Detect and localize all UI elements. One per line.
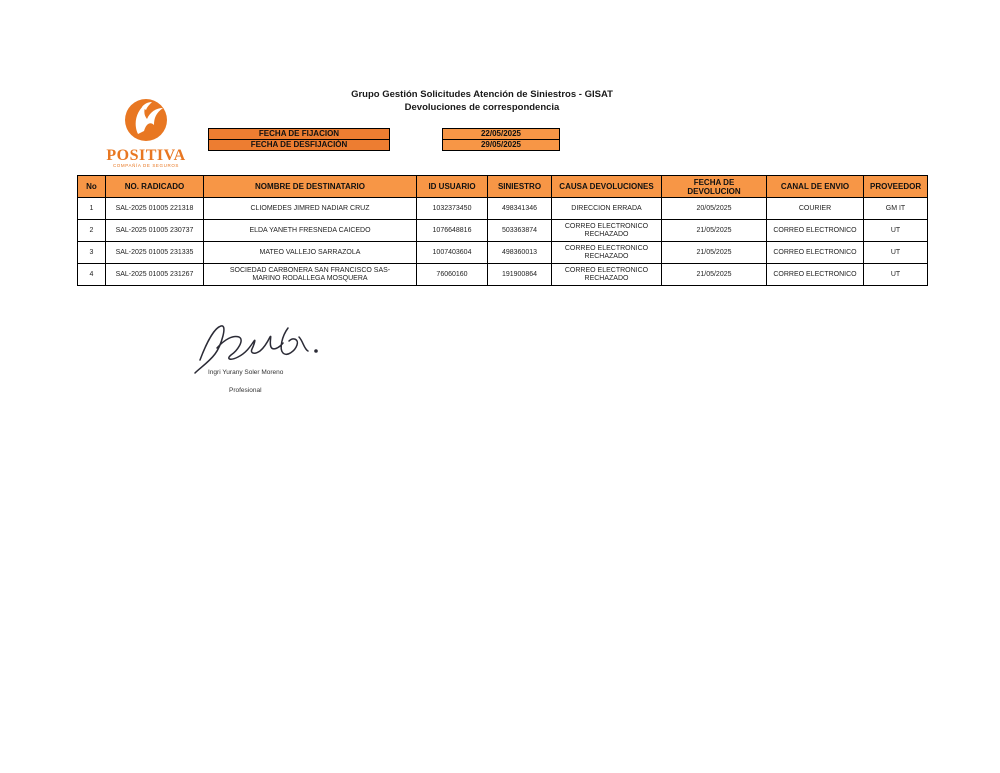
table-cell: 1007403604: [417, 242, 488, 264]
table-cell: 4: [78, 264, 106, 286]
signer-title: Profesional: [229, 387, 262, 394]
table-cell: CORREO ELECTRONICO: [767, 264, 864, 286]
column-header: SINIESTRO: [488, 176, 552, 198]
table-cell: 21/05/2025: [662, 220, 767, 242]
table-cell: 20/05/2025: [662, 198, 767, 220]
table-cell: 191900864: [488, 264, 552, 286]
table-cell: CORREO ELECTRONICO: [767, 220, 864, 242]
table-cell: UT: [864, 220, 928, 242]
table-cell: SAL-2025 01005 231335: [106, 242, 204, 264]
title-line-1: Grupo Gestión Solicitudes Atención de Siniestros - GISAT: [351, 89, 613, 100]
fixation-dates-box: [442, 128, 560, 151]
column-header: ID USUARIO: [417, 176, 488, 198]
table-cell: CORREO ELECTRONICO RECHAZADO: [552, 220, 662, 242]
table-row: [78, 242, 928, 264]
column-header: NOMBRE DE DESTINATARIO: [204, 176, 417, 198]
table-cell: CORREO ELECTRONICO RECHAZADO: [552, 242, 662, 264]
column-header: PROVEEDOR: [864, 176, 928, 198]
table-cell: 1076648816: [417, 220, 488, 242]
logo-wordmark: POSITIVA: [106, 147, 186, 164]
fixation-labels-box: [208, 128, 390, 151]
table-cell: ELDA YANETH FRESNEDA CAICEDO: [204, 220, 417, 242]
table-cell: SOCIEDAD CARBONERA SAN FRANCISCO SAS-MARINO RODALLEGA MOSQUERA: [204, 264, 417, 286]
table-cell: UT: [864, 242, 928, 264]
positiva-logo-icon: [103, 98, 189, 148]
table-cell: 498360013: [488, 242, 552, 264]
unfixation-date-value: 29/05/2025: [442, 140, 560, 151]
table-cell: SAL-2025 01005 230737: [106, 220, 204, 242]
column-header: NO. RADICADO: [106, 176, 204, 198]
table-row: [78, 220, 928, 242]
column-header: FECHA DE DEVOLUCION: [662, 176, 767, 198]
table-cell: 3: [78, 242, 106, 264]
fixation-date-label: FECHA DE FIJACION: [208, 128, 390, 140]
table-cell: SAL-2025 01005 221318: [106, 198, 204, 220]
table-cell: 1032373450: [417, 198, 488, 220]
column-header: No: [78, 176, 106, 198]
table-cell: 1: [78, 198, 106, 220]
table-cell: UT: [864, 264, 928, 286]
table-cell: MATEO VALLEJO SARRAZOLA: [204, 242, 417, 264]
title-line-2: Devoluciones de correspondencia: [404, 102, 560, 113]
returns-table-container: [77, 175, 928, 286]
table-cell: 2: [78, 220, 106, 242]
table-cell: SAL-2025 01005 231267: [106, 264, 204, 286]
signer-name: Ingri Yurany Soler Moreno: [208, 369, 284, 376]
unfixation-date-label: FECHA DE DESFIJACIÓN: [208, 140, 390, 151]
table-cell: 76060160: [417, 264, 488, 286]
table-cell: 21/05/2025: [662, 242, 767, 264]
column-header: CANAL DE ENVIO: [767, 176, 864, 198]
returns-table: [77, 175, 928, 286]
fixation-date-value: 22/05/2025: [442, 128, 560, 140]
returns-table-body: [78, 198, 928, 286]
document-title: [232, 88, 732, 114]
table-row: [78, 198, 928, 220]
column-header: CAUSA DEVOLUCIONES: [552, 176, 662, 198]
table-cell: 503363874: [488, 220, 552, 242]
table-header-row: [78, 176, 928, 198]
table-cell: 498341346: [488, 198, 552, 220]
logo-tagline: COMPAÑÍA DE SEGUROS: [112, 163, 180, 168]
table-cell: COURIER: [767, 198, 864, 220]
table-cell: CORREO ELECTRONICO: [767, 242, 864, 264]
table-cell: DIRECCION ERRADA: [552, 198, 662, 220]
table-cell: CORREO ELECTRONICO RECHAZADO: [552, 264, 662, 286]
table-cell: CLIOMEDES JIMRED NADIAR CRUZ: [204, 198, 417, 220]
table-cell: 21/05/2025: [662, 264, 767, 286]
positiva-logo: [103, 98, 189, 169]
table-cell: GM IT: [864, 198, 928, 220]
table-row: [78, 264, 928, 286]
